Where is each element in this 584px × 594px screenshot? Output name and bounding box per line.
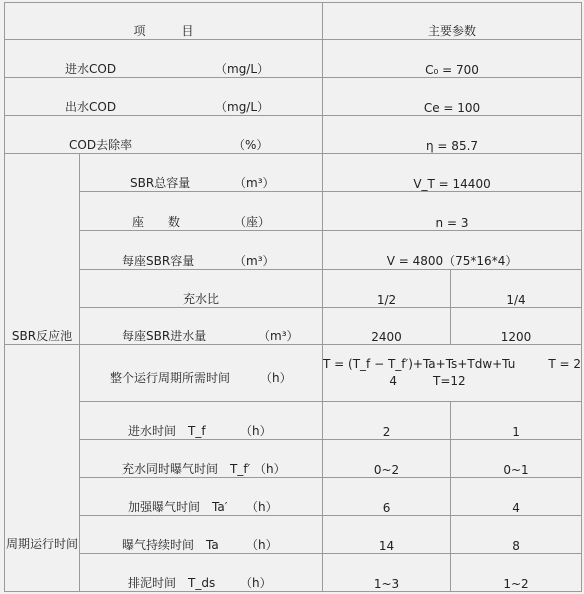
- fill-ratio-name: 充水比: [183, 292, 220, 306]
- cycle-total-unit: （h）: [260, 370, 292, 385]
- formula-line-2: [323, 373, 581, 390]
- row-influent-cod: [5, 40, 582, 78]
- sbr-per-inflow-v1-text: 2400: [371, 330, 402, 344]
- fill-aeration-name: 充水同时曝气时间: [122, 462, 219, 476]
- sbr-total-volume-value: [323, 154, 582, 192]
- enhanced-aeration-v2: [451, 478, 582, 516]
- cycle-group-text: 周期运行时间: [5, 536, 78, 551]
- sludge-discharge-v1: [323, 554, 451, 592]
- row-sludge-discharge: [5, 554, 582, 592]
- sbr-count-unit: （座）: [234, 215, 271, 229]
- row-sbr-per-volume: [5, 231, 582, 270]
- sbr-count-name: 座 数: [132, 215, 181, 229]
- sbr-per-inflow-label: [80, 308, 323, 345]
- sbr-count-label: [80, 192, 323, 231]
- cycle-total-name: 整个运行周期所需时间: [110, 370, 231, 385]
- effluent-cod-value-text: Ce = 100: [423, 101, 481, 115]
- formula-t2: T = 2: [548, 357, 582, 371]
- formula-line-2b: T=12: [433, 374, 466, 388]
- parameter-table: [4, 2, 582, 592]
- header-item-text: 项 目: [133, 24, 194, 38]
- row-fill-ratio: [5, 270, 582, 308]
- sbr-per-inflow-v2: [451, 308, 582, 345]
- fill-ratio-label: [80, 270, 323, 308]
- cod-removal-value-text: η = 85.7: [426, 139, 479, 153]
- fill-time-v2: [451, 402, 582, 440]
- sludge-discharge-unit: （h）: [240, 576, 272, 590]
- sludge-discharge-v1-text: 1~3: [373, 577, 400, 591]
- effluent-cod-label: [5, 78, 323, 116]
- sbr-count-value: [323, 192, 582, 231]
- aeration-duration-label: [80, 516, 323, 554]
- fill-time-v1: [323, 402, 451, 440]
- cod-removal-value: [323, 116, 582, 154]
- fill-aeration-unit: （h）: [254, 462, 286, 476]
- effluent-cod-value: [323, 78, 582, 116]
- influent-cod-unit: （mg/L）: [215, 62, 270, 76]
- enhanced-aeration-v1: [323, 478, 451, 516]
- fill-time-name: 进水时间: [128, 424, 177, 438]
- fill-time-symbol: T_f: [188, 424, 206, 438]
- sbr-per-volume-value: [323, 231, 582, 270]
- row-cycle-total: [5, 345, 582, 402]
- row-enhanced-aeration: [5, 478, 582, 516]
- fill-time-v1-text: 2: [382, 425, 391, 439]
- aeration-duration-v1: [323, 516, 451, 554]
- formula-line-1-text: T = (T_f − T_f′)+Ta+Ts+Tdw+Tu: [323, 357, 516, 371]
- sludge-discharge-label: [80, 554, 323, 592]
- row-fill-time: [5, 402, 582, 440]
- row-sbr-count: [5, 192, 582, 231]
- header-params-text: 主要参数: [428, 24, 477, 38]
- sludge-discharge-v2: [451, 554, 582, 592]
- sbr-group-text: SBR反应池: [11, 329, 73, 343]
- fill-aeration-symbol: T_f′: [230, 462, 251, 476]
- row-aeration-duration: [5, 516, 582, 554]
- fill-aeration-label: [80, 440, 323, 478]
- fill-time-label: [80, 402, 323, 440]
- sbr-count-value-text: n = 3: [435, 216, 469, 230]
- header-row: [5, 3, 582, 40]
- fill-aeration-v1-text: 0~2: [373, 463, 400, 477]
- sbr-per-volume-value-text: V = 4800（75*16*4）: [386, 254, 518, 268]
- row-effluent-cod: [5, 78, 582, 116]
- sludge-discharge-v2-text: 1~2: [503, 577, 529, 591]
- sbr-total-volume-unit: （m³）: [234, 176, 275, 190]
- fill-aeration-v2: [451, 440, 582, 478]
- sbr-per-inflow-name: 每座SBR进水量: [122, 329, 207, 343]
- cycle-total-label: [80, 345, 323, 402]
- sbr-per-inflow-unit: （m³）: [258, 329, 299, 343]
- sbr-total-volume-value-text: V_T = 14400: [413, 177, 491, 191]
- row-fill-aeration: [5, 440, 582, 478]
- fill-ratio-v1: [323, 270, 451, 308]
- aeration-duration-unit: （h）: [246, 538, 278, 552]
- formula-line-2a: 4: [389, 374, 398, 388]
- fill-time-unit: （h）: [240, 424, 272, 438]
- enhanced-aeration-name: 加强曝气时间: [128, 500, 201, 514]
- aeration-duration-v2: [451, 516, 582, 554]
- sbr-per-volume-label: [80, 231, 323, 270]
- row-cod-removal: [5, 116, 582, 154]
- fill-ratio-v2-text: 1/4: [506, 293, 526, 307]
- fill-time-v2-text: 1: [512, 425, 520, 439]
- fill-ratio-v1-text: 1/2: [376, 293, 397, 307]
- enhanced-aeration-unit: （h）: [246, 500, 278, 514]
- aeration-duration-symbol: Ta: [206, 538, 219, 552]
- row-sbr-total-volume: [5, 154, 582, 192]
- effluent-cod-name: 出水COD: [65, 100, 117, 114]
- influent-cod-name: 进水COD: [65, 62, 117, 76]
- enhanced-aeration-label: [80, 478, 323, 516]
- aeration-duration-v2-text: 8: [512, 539, 520, 553]
- influent-cod-value-text: C₀ = 700: [425, 63, 479, 77]
- influent-cod-value: [323, 40, 582, 78]
- sludge-discharge-symbol: T_ds: [188, 576, 216, 590]
- formula-line-1: [323, 356, 581, 373]
- enhanced-aeration-symbol: Ta′: [212, 500, 228, 514]
- enhanced-aeration-v2-text: 4: [512, 501, 520, 515]
- sbr-per-inflow-v1: [323, 308, 451, 345]
- sbr-per-inflow-v2-text: 1200: [500, 330, 532, 344]
- header-item: [5, 3, 323, 40]
- cod-removal-unit: （%）: [233, 138, 269, 152]
- sbr-per-volume-unit: （m³）: [234, 254, 275, 268]
- sbr-total-volume-name: SBR总容量: [130, 176, 191, 190]
- header-params: [323, 3, 582, 40]
- cycle-total-formula: [323, 345, 582, 402]
- cod-removal-name: COD去除率: [69, 138, 133, 152]
- cycle-group-label: [5, 345, 80, 592]
- row-sbr-per-inflow: [5, 308, 582, 345]
- sbr-group-label: [5, 154, 80, 345]
- sbr-per-volume-name: 每座SBR容量: [122, 254, 195, 268]
- sbr-total-volume-label: [80, 154, 323, 192]
- aeration-duration-v1-text: 14: [378, 539, 395, 553]
- cod-removal-label: [5, 116, 323, 154]
- aeration-duration-name: 曝气持续时间: [122, 538, 195, 552]
- influent-cod-label: [5, 40, 323, 78]
- fill-aeration-v2-text: 0~1: [503, 463, 529, 477]
- enhanced-aeration-v1-text: 6: [382, 501, 391, 515]
- fill-aeration-v1: [323, 440, 451, 478]
- sludge-discharge-name: 排泥时间: [128, 576, 177, 590]
- effluent-cod-unit: （mg/L）: [215, 100, 270, 114]
- fill-ratio-v2: [451, 270, 582, 308]
